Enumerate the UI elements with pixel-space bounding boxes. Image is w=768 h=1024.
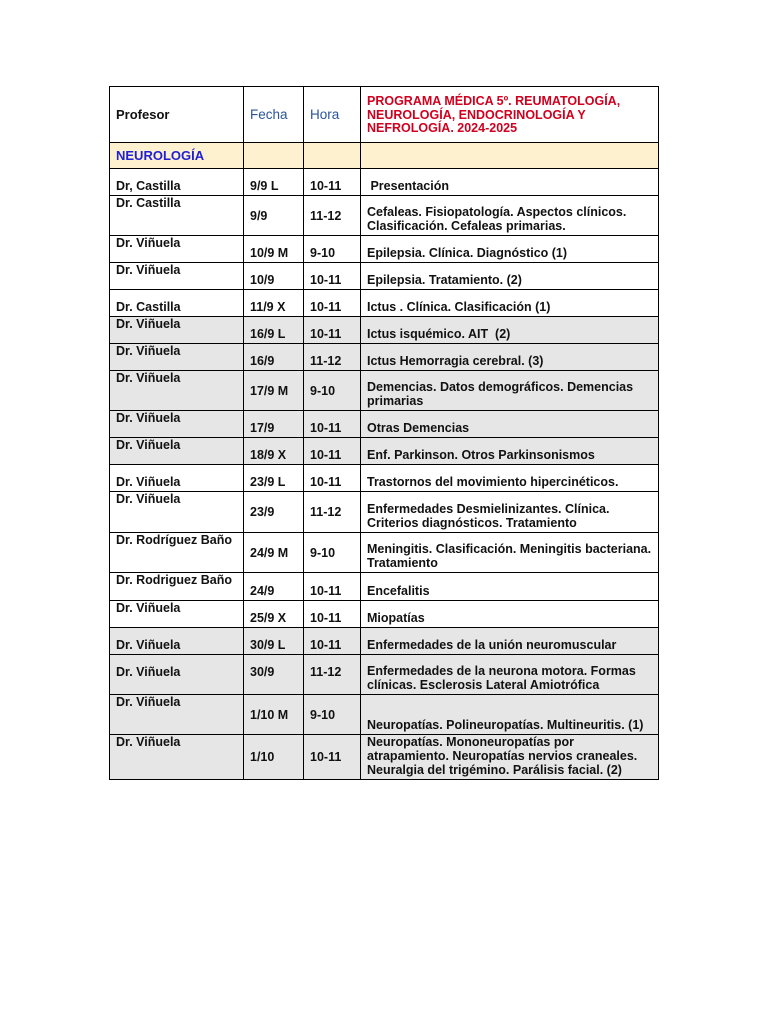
table-row [110,438,659,465]
hora-cell: 11-12 [304,655,361,695]
fecha-cell: 1/10 [244,735,304,780]
table-row [110,196,659,236]
hora-cell: 10-11 [304,290,361,317]
fecha-cell: 30/9 L [244,628,304,655]
hora-cell: 11-12 [304,196,361,236]
fecha-cell: 16/9 [244,344,304,371]
fecha-cell: 25/9 X [244,601,304,628]
header-profesor: Profesor [110,87,244,143]
hora-cell: 10-11 [304,169,361,196]
tema-cell: Trastornos del movimiento hipercinéticos. [361,465,659,492]
table-row [110,465,659,492]
tema-cell: Cefaleas. Fisiopatología. Aspectos clínicos. Clasificación. Cefaleas primarias. [361,196,659,236]
hora-cell: 10-11 [304,601,361,628]
fecha-cell: 17/9 M [244,371,304,411]
profesor-cell: Dr. Rodríguez Baño [110,533,244,573]
tema-cell: Ictus isquémico. AIT (2) [361,317,659,344]
hora-cell: 9-10 [304,695,361,735]
profesor-cell: Dr. Viñuela [110,236,244,263]
table-row [110,695,659,735]
table-row [110,169,659,196]
tema-cell: Encefalitis [361,573,659,601]
table-row [110,411,659,438]
hora-cell: 10-11 [304,465,361,492]
tema-cell: Neuropatías. Mononeuropatías por atrapamiento. Neuropatías nervios craneales. Neuralgia del trigémino. Parálisis facial. (2) [361,735,659,780]
profesor-cell: Dr. Castilla [110,196,244,236]
profesor-cell: Dr. Viñuela [110,411,244,438]
table-row [110,236,659,263]
table-row [110,344,659,371]
profesor-cell: Dr. Viñuela [110,628,244,655]
fecha-cell: 1/10 M [244,695,304,735]
section-row [110,143,659,169]
hora-cell: 10-11 [304,411,361,438]
table-row [110,628,659,655]
table-row [110,290,659,317]
profesor-cell: Dr. Viñuela [110,735,244,780]
tema-cell: Enfermedades de la neurona motora. Formas clínicas. Esclerosis Lateral Amiotrófica [361,655,659,695]
table-row [110,263,659,290]
fecha-cell: 18/9 X [244,438,304,465]
tema-cell: Otras Demencias [361,411,659,438]
profesor-cell: Dr. Viñuela [110,263,244,290]
fecha-cell: 16/9 L [244,317,304,344]
hora-cell: 9-10 [304,236,361,263]
profesor-cell: Dr. Viñuela [110,655,244,695]
table-row [110,573,659,601]
table-row [110,492,659,533]
table-row [110,601,659,628]
hora-cell: 10-11 [304,735,361,780]
profesor-cell: Dr. Viñuela [110,601,244,628]
table-row [110,735,659,780]
program-title: PROGRAMA MÉDICA 5º. REUMATOLOGÍA, NEUROLOGÍA, ENDOCRINOLOGÍA Y NEFROLOGÍA. 2024-2025 [361,87,659,143]
hora-cell: 11-12 [304,492,361,533]
schedule-table [109,86,659,780]
hora-cell: 10-11 [304,317,361,344]
hora-cell: 9-10 [304,533,361,573]
profesor-cell: Dr. Viñuela [110,492,244,533]
tema-cell: Ictus . Clínica. Clasificación (1) [361,290,659,317]
fecha-cell: 9/9 [244,196,304,236]
table-row [110,317,659,344]
tema-cell: Demencias. Datos demográficos. Demencias primarias [361,371,659,411]
tema-cell: Epilepsia. Tratamiento. (2) [361,263,659,290]
header-row [110,87,659,143]
hora-cell: 10-11 [304,573,361,601]
hora-cell: 10-11 [304,628,361,655]
tema-cell: Epilepsia. Clínica. Diagnóstico (1) [361,236,659,263]
hora-cell: 9-10 [304,371,361,411]
profesor-cell: Dr. Viñuela [110,438,244,465]
fecha-cell: 30/9 [244,655,304,695]
profesor-cell: Dr. Viñuela [110,371,244,411]
fecha-cell: 24/9 M [244,533,304,573]
table-row [110,655,659,695]
header-hora: Hora [304,87,361,143]
section-title: NEUROLOGÍA [110,143,244,169]
profesor-cell: Dr. Viñuela [110,344,244,371]
profesor-cell: Dr. Rodriguez Baño [110,573,244,601]
tema-cell: Meningitis. Clasificación. Meningitis bacteriana. Tratamiento [361,533,659,573]
fecha-cell: 10/9 M [244,236,304,263]
profesor-cell: Dr. Viñuela [110,317,244,344]
profesor-cell: Dr. Viñuela [110,695,244,735]
hora-cell: 11-12 [304,344,361,371]
fecha-cell: 24/9 [244,573,304,601]
profesor-cell: Dr. Castilla [110,290,244,317]
tema-cell: Enf. Parkinson. Otros Parkinsonismos [361,438,659,465]
fecha-cell: 9/9 L [244,169,304,196]
hora-cell: 10-11 [304,263,361,290]
fecha-cell: 11/9 X [244,290,304,317]
tema-cell: Neuropatías. Polineuropatías. Multineuritis. (1) [361,695,659,735]
profesor-cell: Dr. Viñuela [110,465,244,492]
fecha-cell: 17/9 [244,411,304,438]
tema-cell: Miopatías [361,601,659,628]
hora-cell: 10-11 [304,438,361,465]
tema-cell: Presentación [361,169,659,196]
fecha-cell: 10/9 [244,263,304,290]
fecha-cell: 23/9 [244,492,304,533]
table-row [110,533,659,573]
tema-cell: Enfermedades de la unión neuromuscular [361,628,659,655]
table-row [110,371,659,411]
header-fecha: Fecha [244,87,304,143]
fecha-cell: 23/9 L [244,465,304,492]
tema-cell: Ictus Hemorragia cerebral. (3) [361,344,659,371]
tema-cell: Enfermedades Desmielinizantes. Clínica. Criterios diagnósticos. Tratamiento [361,492,659,533]
profesor-cell: Dr, Castilla [110,169,244,196]
